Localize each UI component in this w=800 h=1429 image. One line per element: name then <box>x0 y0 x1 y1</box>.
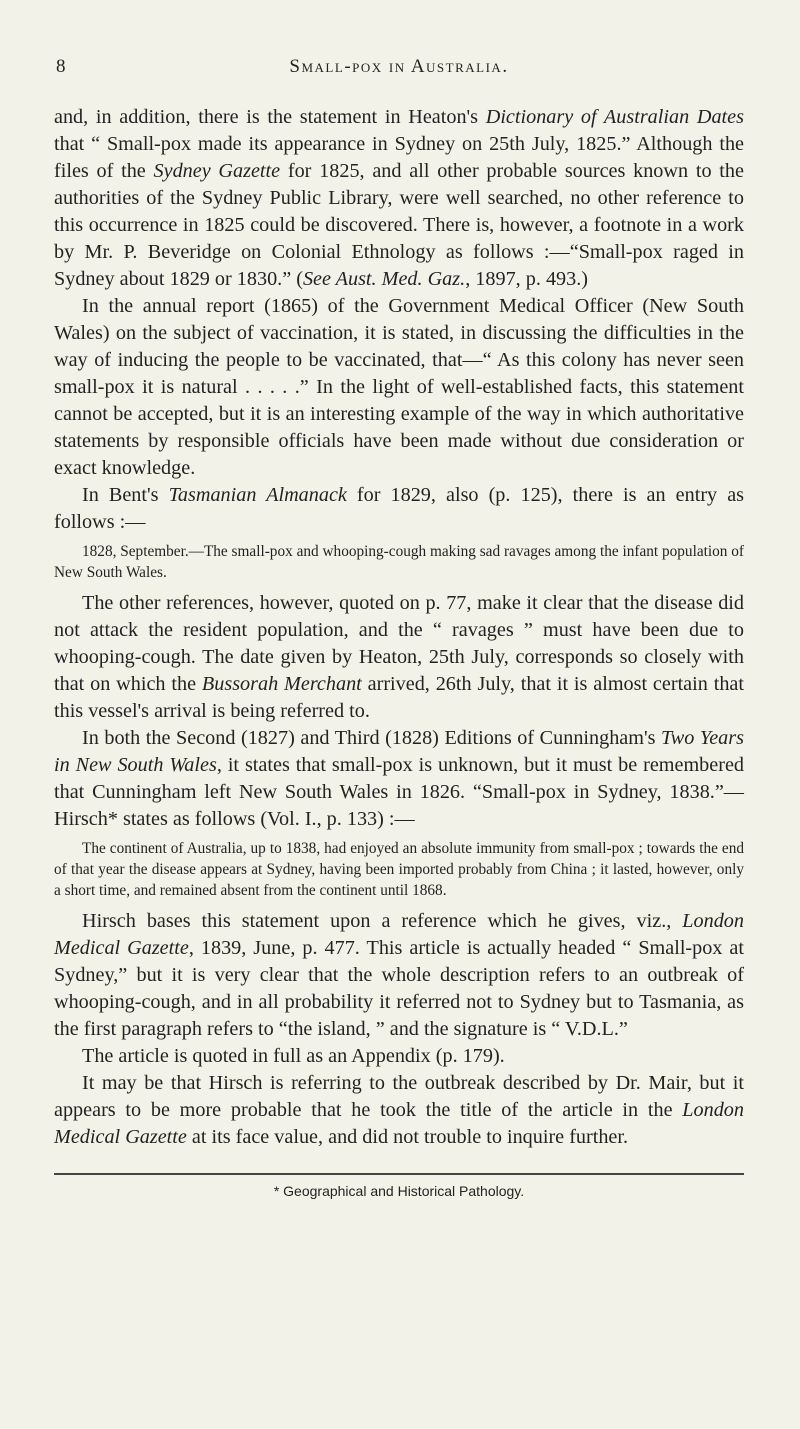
italic-title-text: Dictionary of Australian Dates <box>485 106 744 128</box>
paragraph-appendix <box>54 1043 744 1070</box>
italic-title-text: London Medical Gazette <box>54 910 744 959</box>
paragraph-mair <box>54 1070 744 1151</box>
text-run: , 1897, p. 493.) <box>465 268 588 290</box>
text-run: In both the Second (1827) and Third (1828) Editions of Cunningham's <box>82 727 662 749</box>
text-run: 1828, September.—The small-pox and whooping-cough making sad ravages among the infant population of New South Wales. <box>54 543 744 581</box>
text-run: In the annual report (1865) of the Government Medical Officer (New South Wales) on the subject of vaccination, it is stated, in discussing the difficulties in the way of inducing the people to be vaccinated, that—“ As this colony has never seen small-pox it is natural . . . . .” In the light of well-established facts, this statement cannot be accepted, but it is an interesting example of the way in which authoritative statements by responsible officials have been made without due consideration or exact knowledge. <box>54 295 744 479</box>
footnote-rule <box>54 1173 744 1175</box>
text-run: for 1825, and all other probable sources known to the authorities of the Sydney Public Library, were well searched, no other reference to this occurrence in 1825 could be discovered. There is, however, a footnote in a work by Mr. P. Beveridge on Colonial Ethnology as follows :—“Small-pox raged in Sydney about 1829 or 1830.” ( <box>54 160 744 290</box>
text-run: The continent of Australia, up to 1838, had enjoyed an absolute immunity from small-pox ; towards the end of that year the disease appears at Sydney, having been imported probably from China ; it lasted, however, only a short time, and remained absent from the continent until 1868. <box>54 840 744 899</box>
footnote: * Geographical and Historical Pathology. <box>273 1183 525 1199</box>
text-run: for 1829, also (p. 125), there is an entry as follows :— <box>54 484 745 533</box>
text-run: The other references, however, quoted on p. 77, make it clear that the disease did not attack the resident population, and the “ ravages ” must have been due to whooping-cough. The date given by Heaton, 25th July, corresponds so closely with that on which the <box>54 592 744 695</box>
running-title: Small-pox in Australia. <box>289 56 509 77</box>
italic-title-text: Two Years in New South Wales <box>54 727 744 776</box>
text-run: It may be that Hirsch is referring to the outbreak described by Dr. Mair, but it appears to be more probable that he took the title of the article in the <box>54 1072 744 1121</box>
page-number: 8 <box>56 56 66 77</box>
text-run: Hirsch bases this statement upon a reference which he gives, viz., <box>82 910 683 932</box>
quote-hirsch <box>54 838 744 901</box>
paragraph-other-references <box>54 590 744 725</box>
text-run: at its face value, and did not trouble to inquire further. <box>186 1126 629 1148</box>
paragraph-annual-report <box>54 293 744 482</box>
italic-title-text: Bussorah Merchant <box>201 673 362 695</box>
text-run: and, in addition, there is the statement in Heaton's <box>54 106 486 128</box>
page <box>0 56 800 1429</box>
text-run: In Bent's <box>82 484 169 506</box>
italic-title-text: See Aust. Med. Gaz. <box>302 268 466 290</box>
paragraph-heaton-dates <box>54 104 744 293</box>
text-run: that “ Small-pox made its appearance in Sydney on 25th July, 1825.” Although the files of the <box>54 133 744 182</box>
text-run: , 1839, June, p. 477. This article is actually headed “ Small-pox at Sydney,” but it is very clear that the whole description refers to an outbreak of whooping-cough, and in all probability it referred not to Sydney but to Tasmania, as the first paragraph refers to “the island, ” and the signature is “ V.D.L.” <box>54 937 745 1040</box>
body-text <box>54 104 744 1151</box>
italic-title-text: London Medical Gazette <box>54 1099 744 1148</box>
text-run: The article is quoted in full as an Appendix (p. 179). <box>82 1045 505 1067</box>
quote-almanack-entry <box>54 541 744 583</box>
text-run: , it states that small-pox is unknown, but it must be remembered that Cunningham left New South Wales in 1826. “Small-pox in Sydney, 1838.”—Hirsch* states as follows (Vol. I., p. 133) :— <box>54 754 744 830</box>
text-run: arrived, 26th July, that it is almost certain that this vessel's arrival is being referred to. <box>54 673 744 722</box>
paragraph-hirsch-bases <box>54 908 744 1043</box>
italic-title-text: Tasmanian Almanack <box>168 484 347 506</box>
italic-title-text: Sydney Gazette <box>153 160 281 182</box>
page-header <box>54 56 744 84</box>
paragraph-cunningham <box>54 725 744 833</box>
paragraph-bents-almanack <box>54 482 744 536</box>
